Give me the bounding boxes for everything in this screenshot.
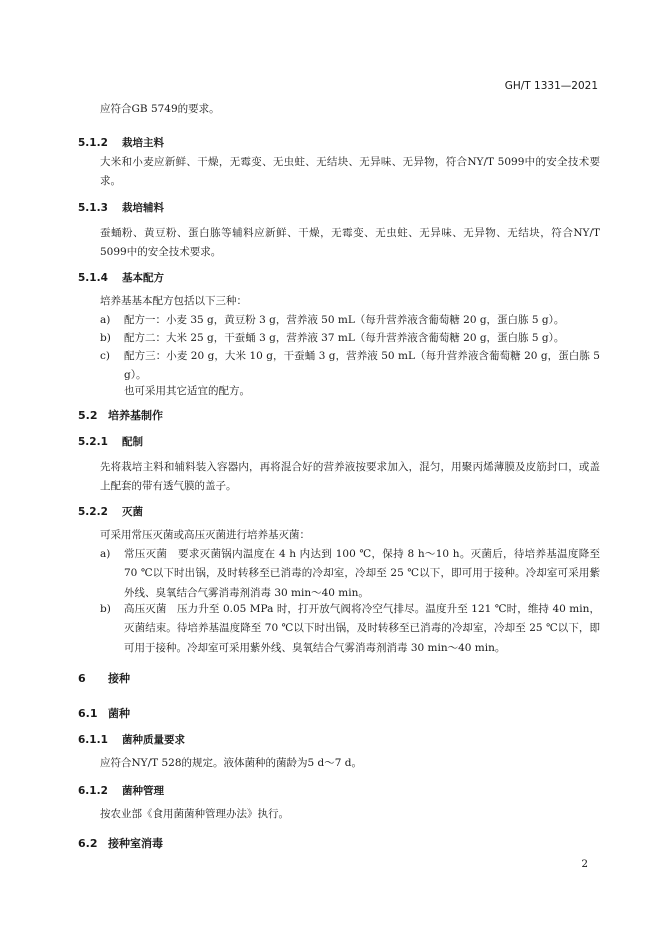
paragraph-6-1-2: 按农业部《食用菌菌种管理办法》执行。 <box>100 808 289 820</box>
heading-6-1 <box>78 705 130 721</box>
heading-number: 6 <box>78 672 86 685</box>
heading-title: 接种室消毒 <box>108 837 163 850</box>
list-text: 配方二：大米 25 g，干蚕蛹 3 g，营养液 37 mL（每升营养液含葡萄糖 20 g，蛋白胨 5 g）。 <box>124 332 565 344</box>
heading-number: 6.1 <box>78 707 98 720</box>
paragraph-5-2-1: 先将栽培主料和辅料装入容器内，再将混合好的营养液按要求加入，混匀，用聚丙烯薄膜及皮筋封口，或盖上配套的带有透气膜的盖子。 <box>100 461 600 493</box>
heading-number: 5.1.3 <box>78 202 108 214</box>
page-number: 2 <box>581 858 588 870</box>
list-marker: c) <box>100 350 110 362</box>
heading-title: 菌种质量要求 <box>122 734 185 746</box>
heading-number: 6.1.1 <box>78 734 108 746</box>
heading-number: 5.1.2 <box>78 137 108 149</box>
heading-5-2 <box>78 407 163 423</box>
list-item-formula-a <box>100 311 600 330</box>
heading-number: 5.2.2 <box>78 506 108 518</box>
heading-number: 6.1.2 <box>78 785 108 797</box>
paragraph-5-2-2: 可采用常压灭菌或高压灭菌进行培养基灭菌： <box>100 529 310 541</box>
list-marker: a) <box>100 548 111 560</box>
list-marker: b) <box>100 332 111 344</box>
paragraph-gb5749: 应符合GB 5749的要求。 <box>100 103 220 115</box>
heading-number: 5.2.1 <box>78 436 108 448</box>
heading-5-1-4 <box>78 270 164 285</box>
paragraph-other-formula: 也可采用其它适宜的配方。 <box>124 385 250 397</box>
heading-5-2-1 <box>78 434 143 449</box>
paragraph-6-1-1: 应符合NY/T 528的规定。液体菌种的菌龄为5 d～7 d。 <box>100 757 363 769</box>
standard-number: GH/T 1331—2021 <box>504 80 598 92</box>
list-marker: a) <box>100 314 111 326</box>
heading-number: 5.1.4 <box>78 272 108 284</box>
heading-5-1-2 <box>78 135 164 150</box>
heading-6-2 <box>78 835 163 851</box>
list-item-high-pressure-sterilization <box>100 600 600 658</box>
heading-title: 栽培辅料 <box>122 202 164 214</box>
heading-title: 配制 <box>122 436 143 448</box>
heading-6-1-2 <box>78 783 164 798</box>
heading-6-1-1 <box>78 732 185 747</box>
heading-5-2-2 <box>78 504 143 519</box>
list-item-formula-b <box>100 329 600 348</box>
heading-title: 栽培主料 <box>122 137 164 149</box>
heading-title: 基本配方 <box>122 272 164 284</box>
paragraph-5-1-3: 蚕蛹粉、黄豆粉、蛋白胨等辅料应新鲜、干燥，无霉变、无虫蛀、无异味、无异物、无结块，符合NY/T 5099中的安全技术要求。 <box>100 227 600 259</box>
list-text: 常压灭菌 要求灭菌锅内温度在 4 h 内达到 100 ℃，保持 8 h～10 h。灭菌后，待培养基温度降至 70 ℃以下时出锅，及时转移至已消毒的冷却室，冷却至 25 ℃以下，即可用于接种。冷却室可采用紫外线、臭氧结合气雾消毒剂消毒 30 min～40 min。 <box>124 548 600 599</box>
heading-5-1-3 <box>78 200 164 215</box>
heading-number: 5.2 <box>78 409 98 422</box>
list-item-formula-c <box>100 347 600 386</box>
paragraph-5-1-4: 培养基基本配方包括以下三种： <box>100 295 247 307</box>
heading-title: 灭菌 <box>122 506 143 518</box>
heading-6 <box>78 670 130 686</box>
heading-title: 培养基制作 <box>108 409 163 422</box>
list-text: 配方三：小麦 20 g，大米 10 g，干蚕蛹 3 g，营养液 50 mL（每升营养液含葡萄糖 20 g，蛋白胨 5 g）。 <box>124 350 600 382</box>
heading-number: 6.2 <box>78 837 98 850</box>
heading-title: 接种 <box>108 672 130 685</box>
list-text: 配方一：小麦 35 g，黄豆粉 3 g，营养液 50 mL（每升营养液含葡萄糖 20 g，蛋白胨 5 g）。 <box>124 314 565 326</box>
heading-title: 菌种 <box>108 707 130 720</box>
list-text: 高压灭菌 压力升至 0.05 MPa 时，打开放气阀将冷空气排尽。温度升至 121 ℃时，维持 40 min，灭菌结束。待培养基温度降至 70 ℃以下时出锅，及时转移至已消毒的冷却室，冷却至 25 ℃以下，即可用于接种。冷却室可采用紫外线、臭氧结合气雾消毒剂消毒 30 min～40 min。 <box>124 603 600 654</box>
paragraph-5-1-2: 大米和小麦应新鲜、干燥，无霉变、无虫蛀、无结块、无异味、无异物，符合NY/T 5099中的安全技术要求。 <box>100 156 600 188</box>
heading-title: 菌种管理 <box>122 785 164 797</box>
list-item-atmospheric-sterilization <box>100 545 600 603</box>
list-marker: b) <box>100 603 111 615</box>
